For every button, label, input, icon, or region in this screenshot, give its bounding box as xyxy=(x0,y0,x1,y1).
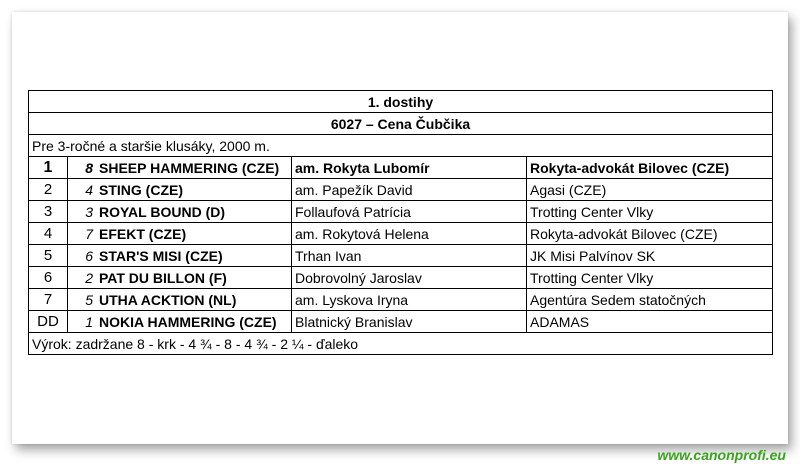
driver-cell: Blatnický Branislav xyxy=(292,311,527,333)
start-number-cell: 6 xyxy=(68,245,97,267)
owner-cell: Rokyta-advokát Bilovec (CZE) xyxy=(527,223,773,245)
owner-cell: Agentúra Sedem statočných xyxy=(527,289,773,311)
table-row xyxy=(29,289,773,311)
horse-cell: STING (CZE) xyxy=(96,179,292,201)
table-row xyxy=(29,311,773,333)
race-summary: Výrok: zadržane 8 - krk - 4 ¾ - 8 - 4 ¾ - 2 ¼ - ďaleko xyxy=(29,333,773,355)
race-results-table xyxy=(28,90,773,355)
race-number-title: 1. dostihy xyxy=(29,91,773,113)
table-row xyxy=(29,157,773,179)
place-cell: 6 xyxy=(29,267,68,289)
race-number-row xyxy=(29,91,773,113)
place-cell: DD xyxy=(29,311,68,333)
table-row xyxy=(29,245,773,267)
place-cell: 4 xyxy=(29,223,68,245)
start-number-cell: 7 xyxy=(68,223,97,245)
table-row xyxy=(29,223,773,245)
race-conditions-row xyxy=(29,135,773,157)
horse-cell: NOKIA HAMMERING (CZE) xyxy=(96,311,292,333)
start-number-cell: 8 xyxy=(68,157,97,179)
horse-cell: STAR'S MISI (CZE) xyxy=(96,245,292,267)
horse-cell: SHEEP HAMMERING (CZE) xyxy=(96,157,292,179)
race-title-row xyxy=(29,113,773,135)
driver-cell: am. Lyskova Iryna xyxy=(292,289,527,311)
horse-cell: ROYAL BOUND (D) xyxy=(96,201,292,223)
start-number-cell: 3 xyxy=(68,201,97,223)
race-conditions: Pre 3-ročné a staršie klusáky, 2000 m. xyxy=(29,135,773,157)
owner-cell: Trotting Center Vlky xyxy=(527,201,773,223)
start-number-cell: 1 xyxy=(68,311,97,333)
table-row xyxy=(29,201,773,223)
race-title: 6027 – Cena Čubčika xyxy=(29,113,773,135)
start-number-cell: 4 xyxy=(68,179,97,201)
place-cell: 3 xyxy=(29,201,68,223)
owner-cell: ADAMAS xyxy=(527,311,773,333)
place-cell: 2 xyxy=(29,179,68,201)
driver-cell: Follaufová Patrícia xyxy=(292,201,527,223)
table-row xyxy=(29,267,773,289)
driver-cell: am. Papežík David xyxy=(292,179,527,201)
start-number-cell: 2 xyxy=(68,267,97,289)
horse-cell: PAT DU BILLON (F) xyxy=(96,267,292,289)
driver-cell: am. Rokyta Lubomír xyxy=(292,157,527,179)
owner-cell: Trotting Center Vlky xyxy=(527,267,773,289)
owner-cell: JK Misi Palvínov SK xyxy=(527,245,773,267)
driver-cell: Dobrovolný Jaroslav xyxy=(292,267,527,289)
owner-cell: Rokyta-advokát Bilovec (CZE) xyxy=(527,157,773,179)
horse-cell: EFEKT (CZE) xyxy=(96,223,292,245)
driver-cell: Trhan Ivan xyxy=(292,245,527,267)
watermark-text: www.canonprofi.eu xyxy=(657,447,786,463)
start-number-cell: 5 xyxy=(68,289,97,311)
table-row xyxy=(29,179,773,201)
owner-cell: Agasi (CZE) xyxy=(527,179,773,201)
race-summary-row xyxy=(29,333,773,355)
place-cell: 7 xyxy=(29,289,68,311)
horse-cell: UTHA ACKTION (NL) xyxy=(96,289,292,311)
place-cell: 5 xyxy=(29,245,68,267)
place-cell: 1 xyxy=(29,157,68,179)
driver-cell: am. Rokytová Helena xyxy=(292,223,527,245)
